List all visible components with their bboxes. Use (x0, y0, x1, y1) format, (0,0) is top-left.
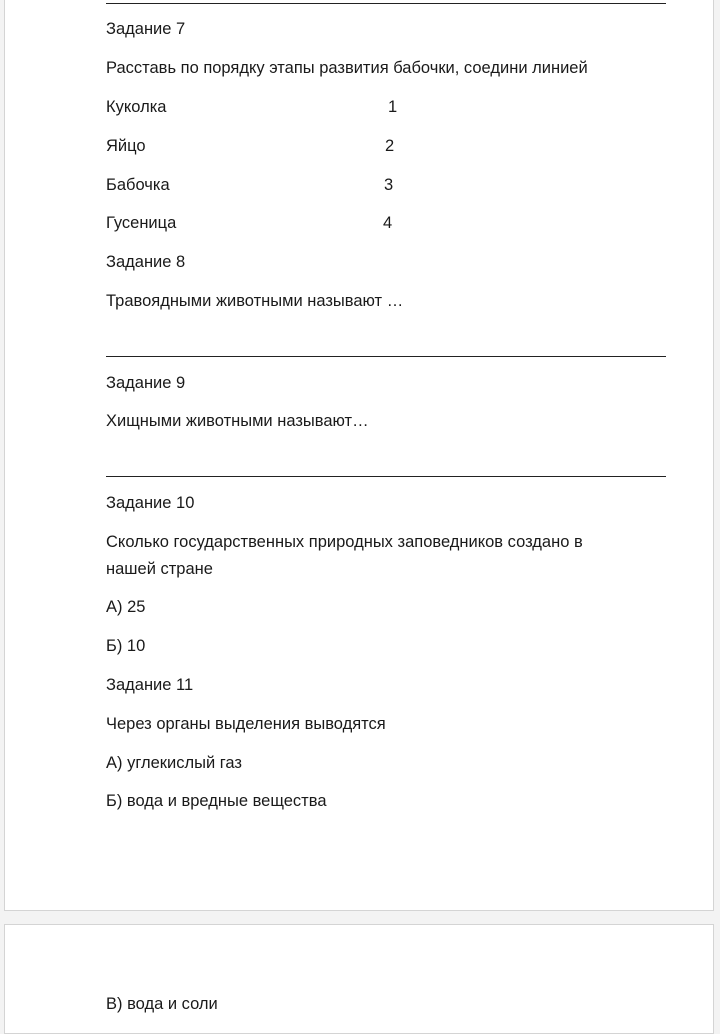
task10-question-line2: нашей стране (106, 560, 213, 578)
task11-option: В) вода и соли (106, 995, 218, 1013)
answer-line (106, 356, 666, 357)
task7-item-number: 4 (383, 214, 393, 232)
document-page-2 (4, 924, 714, 1034)
task9-title: Задание 9 (106, 374, 186, 392)
task11-title: Задание 11 (106, 676, 194, 694)
task7-item-number: 1 (388, 98, 398, 116)
task7-item-label: Куколка (106, 98, 167, 116)
task9-question: Хищными животными называют… (106, 412, 369, 430)
task7-title: Задание 7 (106, 20, 186, 38)
answer-line-top (106, 3, 666, 4)
task8-title: Задание 8 (106, 253, 186, 271)
task10-question-line1: Сколько государственных природных заповедников создано в (106, 533, 583, 551)
task7-item-label: Бабочка (106, 176, 170, 194)
task7-item-number: 2 (385, 137, 395, 155)
task11-option: А) углекислый газ (106, 754, 242, 772)
task7-question: Расставь по порядку этапы развития бабочки, соедини линией (106, 59, 588, 77)
task10-option: Б) 10 (106, 637, 146, 655)
document-page-1 (4, 0, 714, 911)
task11-question: Через органы выделения выводятся (106, 715, 386, 733)
answer-line (106, 476, 666, 477)
task10-option: А) 25 (106, 598, 146, 616)
task11-option: Б) вода и вредные вещества (106, 792, 327, 810)
task7-item-number: 3 (384, 176, 394, 194)
task7-item-label: Яйцо (106, 137, 146, 155)
task7-item-label: Гусеница (106, 214, 177, 232)
task8-question: Травоядными животными называют … (106, 292, 404, 310)
task10-title: Задание 10 (106, 494, 195, 512)
